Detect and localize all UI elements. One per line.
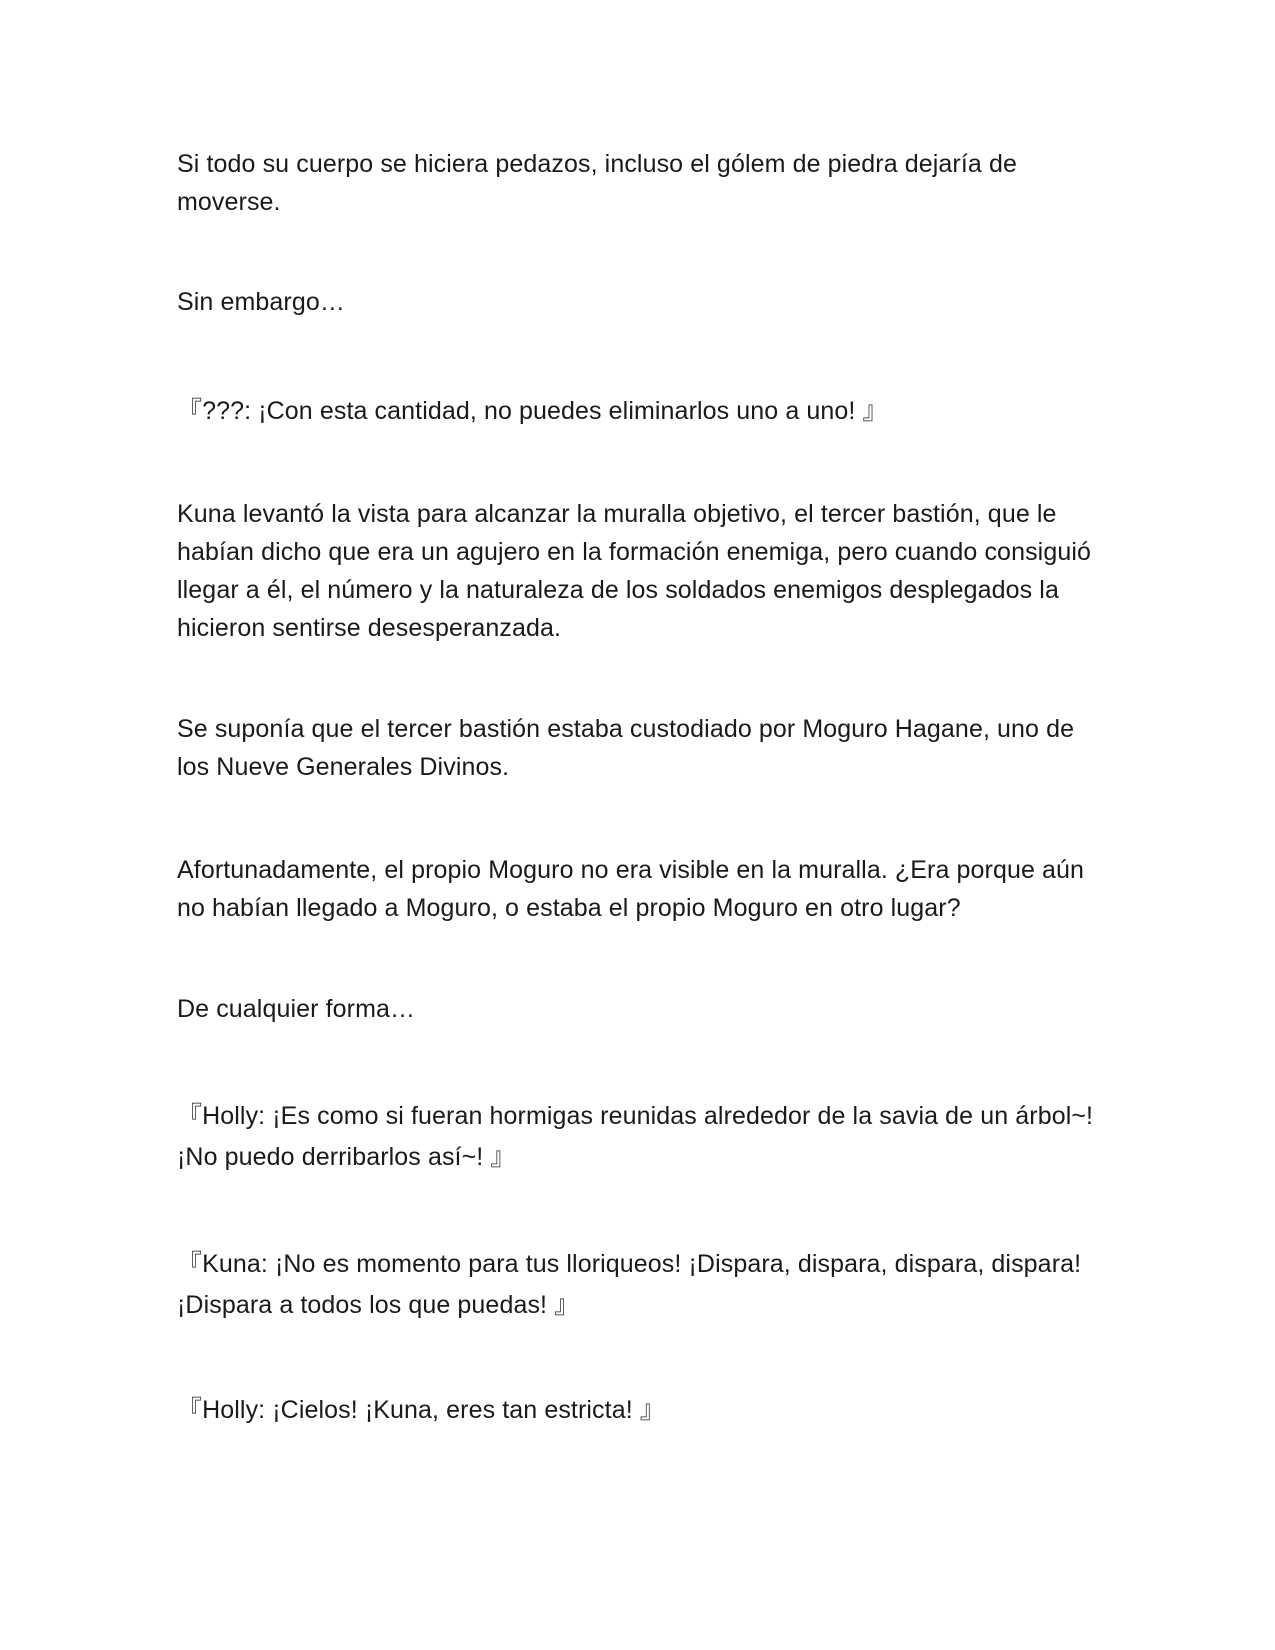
paragraph-dialogue-unknown: 『???: ¡Con esta cantidad, no puedes eliminarlos uno a uno! 』 [177,397,888,425]
paragraph-dialogue-holly-strict: 『Holly: ¡Cielos! ¡Kuna, eres tan estricta! 』 [177,1396,665,1424]
paragraph-narration-moguro: Afortunadamente, el propio Moguro no era visible en la muralla. ¿Era porque aún no habían llegado a Moguro, o estaba el propio Moguro en otro lugar? [177,856,1085,922]
paragraph-narration-sin-embargo: Sin embargo… [177,288,345,316]
paragraph-dialogue-holly-ants: 『Holly: ¡Es como si fueran hormigas reunidas alrededor de la savia de un árbol~! ¡No puedo derribarlos así~! 』 [177,1102,1094,1171]
paragraph-dialogue-kuna-shoot: 『Kuna: ¡No es momento para tus lloriqueos! ¡Dispara, dispara, dispara, dispara! ¡Dispara a todos los que puedas! 』 [177,1250,1082,1319]
paragraph-narration-de-cualquier-forma: De cualquier forma… [177,995,416,1023]
paragraph-narration-third-bastion: Se suponía que el tercer bastión estaba custodiado por Moguro Hagane, uno de los Nueve Generales Divinos. [177,715,1075,781]
paragraph-narration-golem: Si todo su cuerpo se hiciera pedazos, incluso el gólem de piedra dejaría de moverse. [177,150,1017,216]
paragraph-narration-kuna-wall: Kuna levantó la vista para alcanzar la muralla objetivo, el tercer bastión, que le habían dicho que era un agujero en la formación enemiga, pero cuando consiguió llegar a él, el número y la naturaleza de los soldados enemigos desplegados la hicieron sentirse desesperanzada. [177,500,1091,642]
